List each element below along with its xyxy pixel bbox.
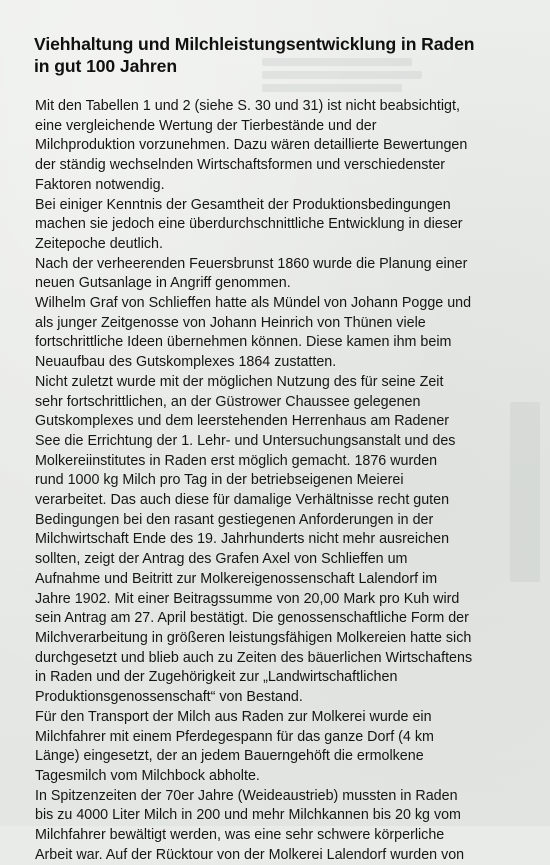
text-line: Tagesmilch vom Milchbock abholte.	[35, 767, 260, 784]
text-line: bis zu 4000 Liter Milch in 200 und mehr Milchkannen bis 20 kg vom	[35, 807, 461, 824]
text-line: rund 1000 kg Milch pro Tag in der betriebseigenen Meierei	[35, 472, 404, 489]
text-line: Aufnahme und Beitritt zur Molkereigenossenschaft Lalendorf im	[35, 570, 438, 587]
text-line: Milchfahrer bewältigt werden, was eine sehr schwere körperliche	[35, 827, 445, 844]
text-line: Milchproduktion vorzunehmen. Dazu wären detaillierte Bewertungen	[35, 137, 468, 154]
text-line: Milchverarbeitung in größeren leistungsfähigen Molkereien hatte sich	[35, 629, 472, 646]
title-line: in gut 100 Jahren	[34, 56, 178, 76]
text-line: eine vergleichende Wertung der Tierbestände und der	[35, 117, 377, 134]
text-line: Jahre 1902. Mit einer Beitragssumme von 20,00 Mark pro Kuh wird	[35, 590, 460, 607]
text-line: Neuaufbau des Gutskomplexes 1864 zustatten.	[35, 354, 337, 371]
text-line: neuen Gutsanlage in Angriff genommen.	[35, 275, 291, 292]
paragraph	[35, 708, 545, 787]
document-title	[34, 33, 534, 77]
text-line: in Raden und der Zugehörigkeit zur „Landwirtschaftlichen	[35, 669, 398, 686]
paragraph	[35, 255, 545, 294]
text-line: machen sie jedoch eine überdurchschnittliche Entwicklung in dieser	[35, 216, 463, 233]
paragraph	[35, 196, 545, 255]
text-line: Bei einiger Kenntnis der Gesamtheit der Produktionsbedingungen	[35, 196, 451, 213]
text-line: verarbeitet. Das auch diese für damalige Verhältnisse recht guten	[35, 492, 450, 509]
text-line: Nicht zuletzt wurde mit der möglichen Nutzung des für seine Zeit	[35, 373, 444, 390]
text-line: Für den Transport der Milch aus Raden zur Molkerei wurde ein	[35, 708, 432, 725]
text-line: als junger Zeitgenosse von Johann Heinrich von Thünen viele	[35, 314, 426, 331]
text-line: Produktionsgenossenschaft“ von Bestand.	[35, 689, 303, 706]
text-line: See die Errichtung der 1. Lehr- und Untersuchungsanstalt und des	[35, 432, 456, 449]
paragraph	[35, 373, 545, 708]
document-body	[35, 97, 545, 865]
text-line: Milchfahrer mit einem Pferdegespann für das ganze Dorf (4 km	[35, 728, 434, 745]
text-line: Wilhelm Graf von Schlieffen hatte als Mündel von Johann Pogge und	[35, 295, 472, 312]
text-line: der ständig wechselnden Wirtschaftsformen und verschiedenster	[35, 157, 446, 174]
text-line: sehr fortschrittlichen, an der Güstrower Chaussee gelegenen	[35, 393, 421, 410]
title-line: Viehhaltung und Milchleistungsentwicklung in Raden	[34, 34, 475, 54]
paragraph	[35, 97, 545, 196]
show-through-mark	[262, 84, 402, 92]
text-line: Molkereiinstitutes in Raden erst möglich gemacht. 1876 wurden	[35, 452, 438, 469]
text-line: Milchwirtschaft Ende des 19. Jahrhunderts nicht mehr ausreichen	[35, 531, 450, 548]
text-line: Zeitepoche deutlich.	[35, 235, 163, 252]
text-line: Arbeit war. Auf der Rücktour von der Molkerei Lalendorf wurden von	[35, 846, 465, 863]
paragraph	[35, 294, 545, 373]
text-line: Gutskomplexes und dem leerstehenden Herrenhaus am Radener	[35, 413, 450, 430]
text-line: Faktoren notwendig.	[35, 176, 165, 193]
text-line: In Spitzenzeiten der 70er Jahre (Weideaustrieb) mussten in Raden	[35, 787, 458, 804]
text-line: sein Antrag am 27. April bestätigt. Die genossenschaftliche Form der	[35, 610, 469, 627]
text-line: Nach der verheerenden Feuersbrunst 1860 wurde die Planung einer	[35, 255, 468, 272]
text-line: Mit den Tabellen 1 und 2 (siehe S. 30 und 31) ist nicht beabsichtigt,	[35, 98, 460, 114]
text-line: durchgesetzt und blieb auch zu Zeiten des bäuerlichen Wirtschaftens	[35, 649, 473, 666]
text-line: sollten, zeigt der Antrag des Grafen Axel von Schlieffen um	[35, 551, 408, 568]
text-line: Bedingungen bei den rasant gestiegenen Anforderungen in der	[35, 511, 434, 528]
text-line: Länge) eingesetzt, der an jedem Bauerngehöft die ermolkene	[35, 748, 424, 765]
text-line: fortschrittliche Ideen übernehmen können. Diese kamen ihm beim	[35, 334, 452, 351]
